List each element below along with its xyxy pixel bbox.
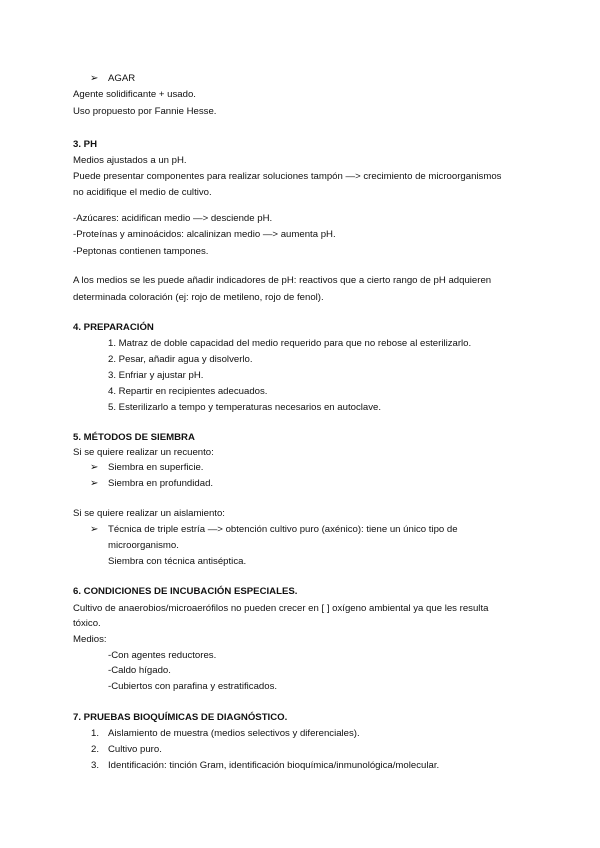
ph-line-3: no acidifique el medio de cultivo.	[73, 187, 212, 198]
siembra-aislamiento-item-cont: microorganismo.	[108, 540, 179, 551]
incubacion-medios-label: Medios:	[73, 634, 107, 645]
siembra-aislamiento-item: Siembra con técnica antiséptica.	[108, 556, 247, 567]
ph-list-item: -Proteínas y aminoácidos: alcalinizan medio —> aumenta pH.	[73, 229, 336, 240]
agar-bullet: AGAR	[108, 73, 136, 84]
section-heading-preparacion: 4. PREPARACIÓN	[73, 322, 154, 333]
preparacion-step: 4. Repartir en recipientes adecuados.	[108, 386, 268, 397]
section-heading-ph: 3. PH	[73, 139, 97, 150]
arrowhead-bullet-icon: ➢	[90, 73, 99, 84]
ph-line-1: Medios ajustados a un pH.	[73, 155, 187, 166]
incubacion-medio-item: -Caldo hígado.	[108, 665, 171, 676]
incubacion-medio-item: -Cubiertos con parafina y estratificados.	[108, 681, 278, 692]
ph-paragraph-line-2: determinada coloración (ej: rojo de metileno, rojo de fenol).	[73, 292, 324, 303]
ph-list-item: -Peptonas contienen tampones.	[73, 246, 209, 257]
preparacion-step: 1. Matraz de doble capacidad del medio requerido para que no rebose al esterilizarlo.	[108, 338, 472, 349]
incubacion-line-1: Cultivo de anaerobios/microaerófilos no pueden crecer en [ ] oxígeno ambiental ya que les resulta	[73, 603, 489, 614]
pruebas-item: Aislamiento de muestra (medios selectivos y diferenciales).	[108, 728, 360, 739]
incubacion-line-2: tóxico.	[73, 618, 101, 629]
ph-line-2: Puede presentar componentes para realizar soluciones tampón —> crecimiento de microorganismos	[73, 171, 502, 182]
siembra-aislamiento-intro: Si se quiere realizar un aislamiento:	[73, 508, 225, 519]
section-heading-incubacion: 6. CONDICIONES DE INCUBACIÓN ESPECIALES.	[73, 586, 298, 597]
preparacion-step: 5. Esterilizarlo a tempo y temperaturas necesarios en autoclave.	[108, 402, 382, 413]
preparacion-step: 2. Pesar, añadir agua y disolverlo.	[108, 354, 253, 365]
arrowhead-bullet-icon: ➢	[90, 524, 99, 535]
pruebas-item: Cultivo puro.	[108, 744, 162, 755]
pruebas-item-number: 3.	[91, 760, 100, 771]
siembra-recuento-item: Siembra en profundidad.	[108, 478, 214, 489]
siembra-recuento-intro: Si se quiere realizar un recuento:	[73, 447, 214, 458]
ph-paragraph-line-1: A los medios se les puede añadir indicadores de pH: reactivos que a cierto rango de pH adquieren	[73, 275, 492, 286]
arrowhead-bullet-icon: ➢	[90, 462, 99, 473]
preparacion-step: 3. Enfriar y ajustar pH.	[108, 370, 204, 381]
agar-line-1: Agente solidificante + usado.	[73, 89, 196, 100]
agar-line-2: Uso propuesto por Fannie Hesse.	[73, 106, 217, 117]
arrowhead-bullet-icon: ➢	[90, 478, 99, 489]
siembra-aislamiento-item: Técnica de triple estría —> obtención cultivo puro (axénico): tiene un único tipo de	[108, 524, 458, 535]
siembra-recuento-item: Siembra en superficie.	[108, 462, 204, 473]
section-heading-pruebas: 7. PRUEBAS BIOQUÍMICAS DE DIAGNÓSTICO.	[73, 712, 288, 723]
pruebas-item-number: 2.	[91, 744, 100, 755]
pruebas-item-number: 1.	[91, 728, 100, 739]
section-heading-siembra: 5. MÉTODOS DE SIEMBRA	[73, 432, 195, 443]
ph-list-item: -Azúcares: acidifican medio —> desciende pH.	[73, 213, 273, 224]
incubacion-medio-item: -Con agentes reductores.	[108, 650, 217, 661]
pruebas-item: Identificación: tinción Gram, identificación bioquímica/inmunológica/molecular.	[108, 760, 440, 771]
